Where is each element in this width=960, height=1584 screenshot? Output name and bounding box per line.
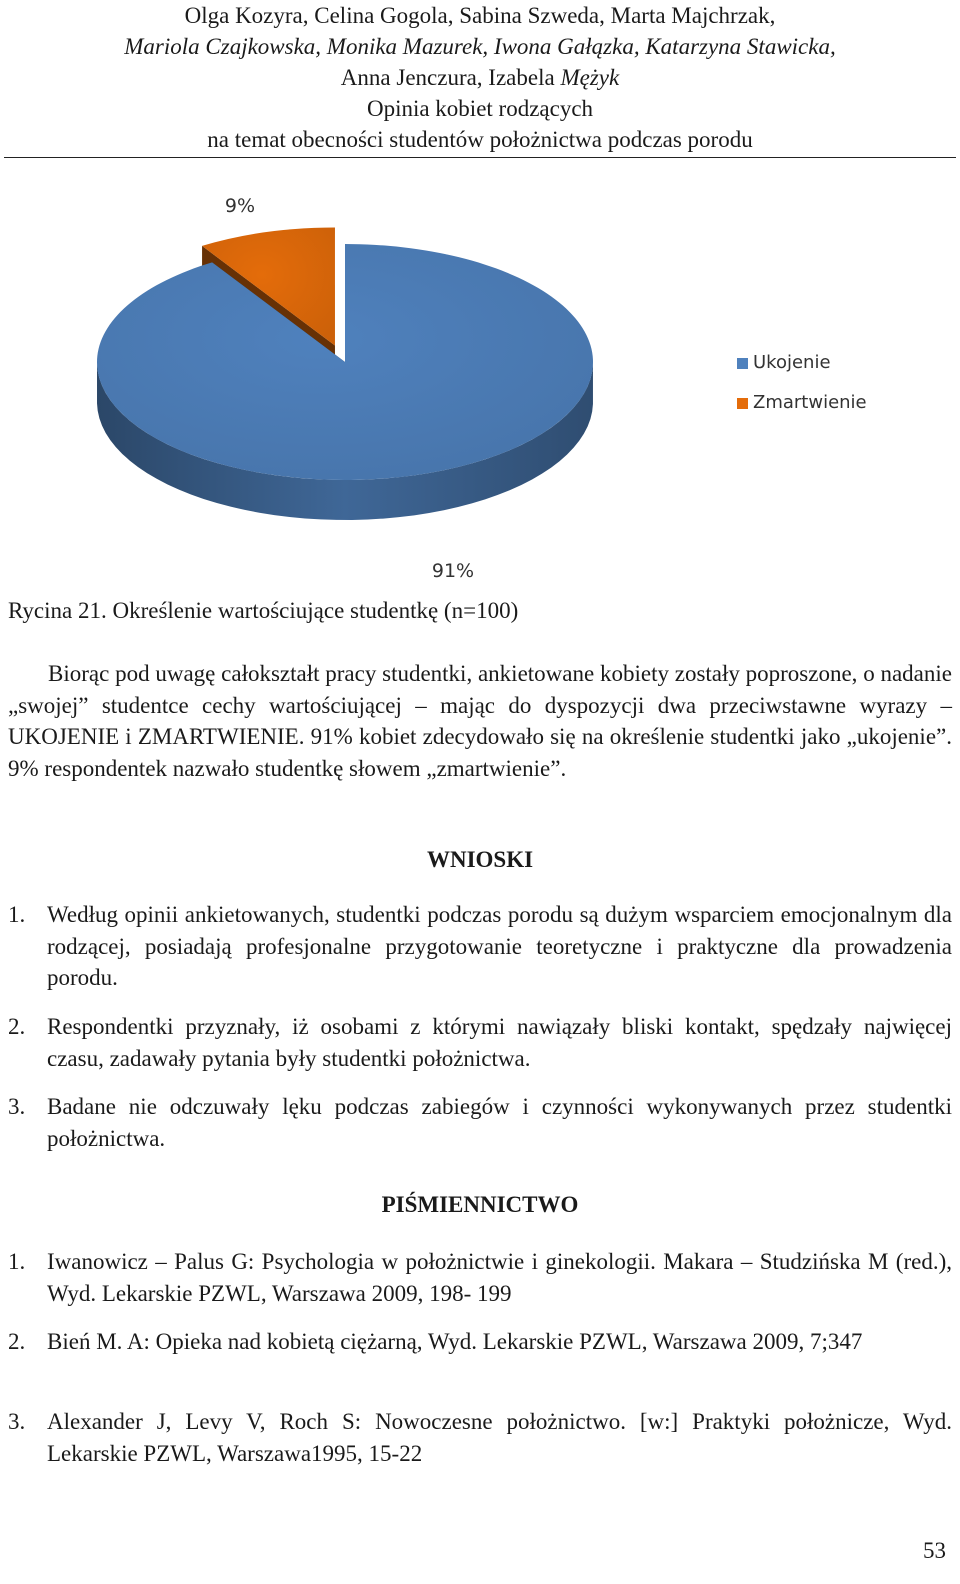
- reference-number: 1.: [8, 1249, 26, 1274]
- chart-legend: [737, 352, 867, 413]
- authors-line-3-italic: Mężyk: [560, 65, 620, 90]
- pie-chart: [0, 180, 960, 590]
- authors-line-3-prefix: Anna Jenczura, Izabela: [340, 65, 561, 90]
- conclusion-text: Według opinii ankietowanych, studentki podczas porodu są dużym wsparciem emocjonalnym dla rodzącej, posiadają profesjonalne przygotowanie teoretyczne i praktyczne dla prowadzenia porodu.: [47, 902, 952, 990]
- reference-text: Bień M. A: Opieka nad kobietą ciężarną, Wyd. Lekarskie PZWL, Warszawa 2009, 7;347: [47, 1329, 863, 1354]
- authors-line-2: Mariola Czajkowska, Monika Mazurek, Iwona Gałązka, Katarzyna Stawicka,: [124, 34, 836, 59]
- conclusions-heading: WNIOSKI: [426, 847, 534, 872]
- pie-slices: [97, 228, 593, 520]
- reference-number: 2.: [8, 1329, 26, 1354]
- legend-swatch-ukojenie: [737, 358, 748, 369]
- conclusion-item: [8, 1091, 952, 1154]
- conclusion-number: 2.: [8, 1014, 26, 1039]
- authors-line-1: Olga Kozyra, Celina Gogola, Sabina Szweda, Marta Majchrzak,: [184, 3, 776, 28]
- reference-text: Alexander J, Levy V, Roch S: Nowoczesne położnictwo. [w:] Praktyki położnicze, Wyd. Lekarskie PZWL, Warszawa1995, 15-22: [47, 1409, 952, 1466]
- title-line-2: na temat obecności studentów położnictwa podczas porodu: [207, 127, 753, 152]
- legend-swatch-zmartwienie: [737, 398, 748, 409]
- conclusion-text: Respondentki przyznały, iż osobami z którymi nawiązały bliski kontakt, spędzały najwięcej czasu, zadawały pytania były studentki położnictwa.: [47, 1014, 952, 1071]
- running-header: [0, 0, 960, 155]
- title-line-1: Opinia kobiet rodzących: [366, 96, 594, 121]
- body-paragraph: Biorąc pod uwagę całokształt pracy studentki, ankietowane kobiety zostały poproszone, o nadanie „swojej” studentce cechy wartościującej – mając do dyspozycji dwa przeciwstawne wyrazy – UKOJENIE i ZMARTWIENIE. 91% kobiet zdecydowało się na określenie studentki jako „ukojenie”. 9% respondentek nazwało studentkę słowem „zmartwienie”.: [8, 661, 952, 781]
- conclusion-text: Badane nie odczuwały lęku podczas zabiegów i czynności wykonywanych przez studentki położnictwa.: [47, 1094, 952, 1151]
- pie-slice-ukojenie: [97, 244, 593, 520]
- conclusion-number: 3.: [8, 1094, 26, 1119]
- header-rule: [4, 157, 956, 158]
- conclusion-item: [8, 1011, 952, 1074]
- conclusion-item: [8, 899, 952, 994]
- data-label-zmartwienie: 9%: [224, 195, 256, 217]
- legend-label-zmartwienie: Zmartwienie: [753, 392, 867, 413]
- reference-text: Iwanowicz – Palus G: Psychologia w położnictwie i ginekologii. Makara – Studzińska M (red.), Wyd. Lekarskie PZWL, Warszawa 2009, 198- 199: [47, 1249, 952, 1306]
- legend-label-ukojenie: Ukojenie: [753, 352, 831, 373]
- figure-caption: Rycina 21. Określenie wartościujące studentkę (n=100): [8, 598, 519, 623]
- reference-item: [8, 1406, 952, 1469]
- authors-line-3: [0, 62, 960, 93]
- reference-number: 3.: [8, 1409, 26, 1434]
- data-label-ukojenie: 91%: [431, 560, 475, 582]
- conclusion-number: 1.: [8, 902, 26, 927]
- references-heading: PIŚMIENNICTWO: [381, 1192, 579, 1217]
- reference-item: [8, 1246, 952, 1309]
- page-number: 53: [923, 1538, 946, 1563]
- reference-item: [8, 1326, 952, 1358]
